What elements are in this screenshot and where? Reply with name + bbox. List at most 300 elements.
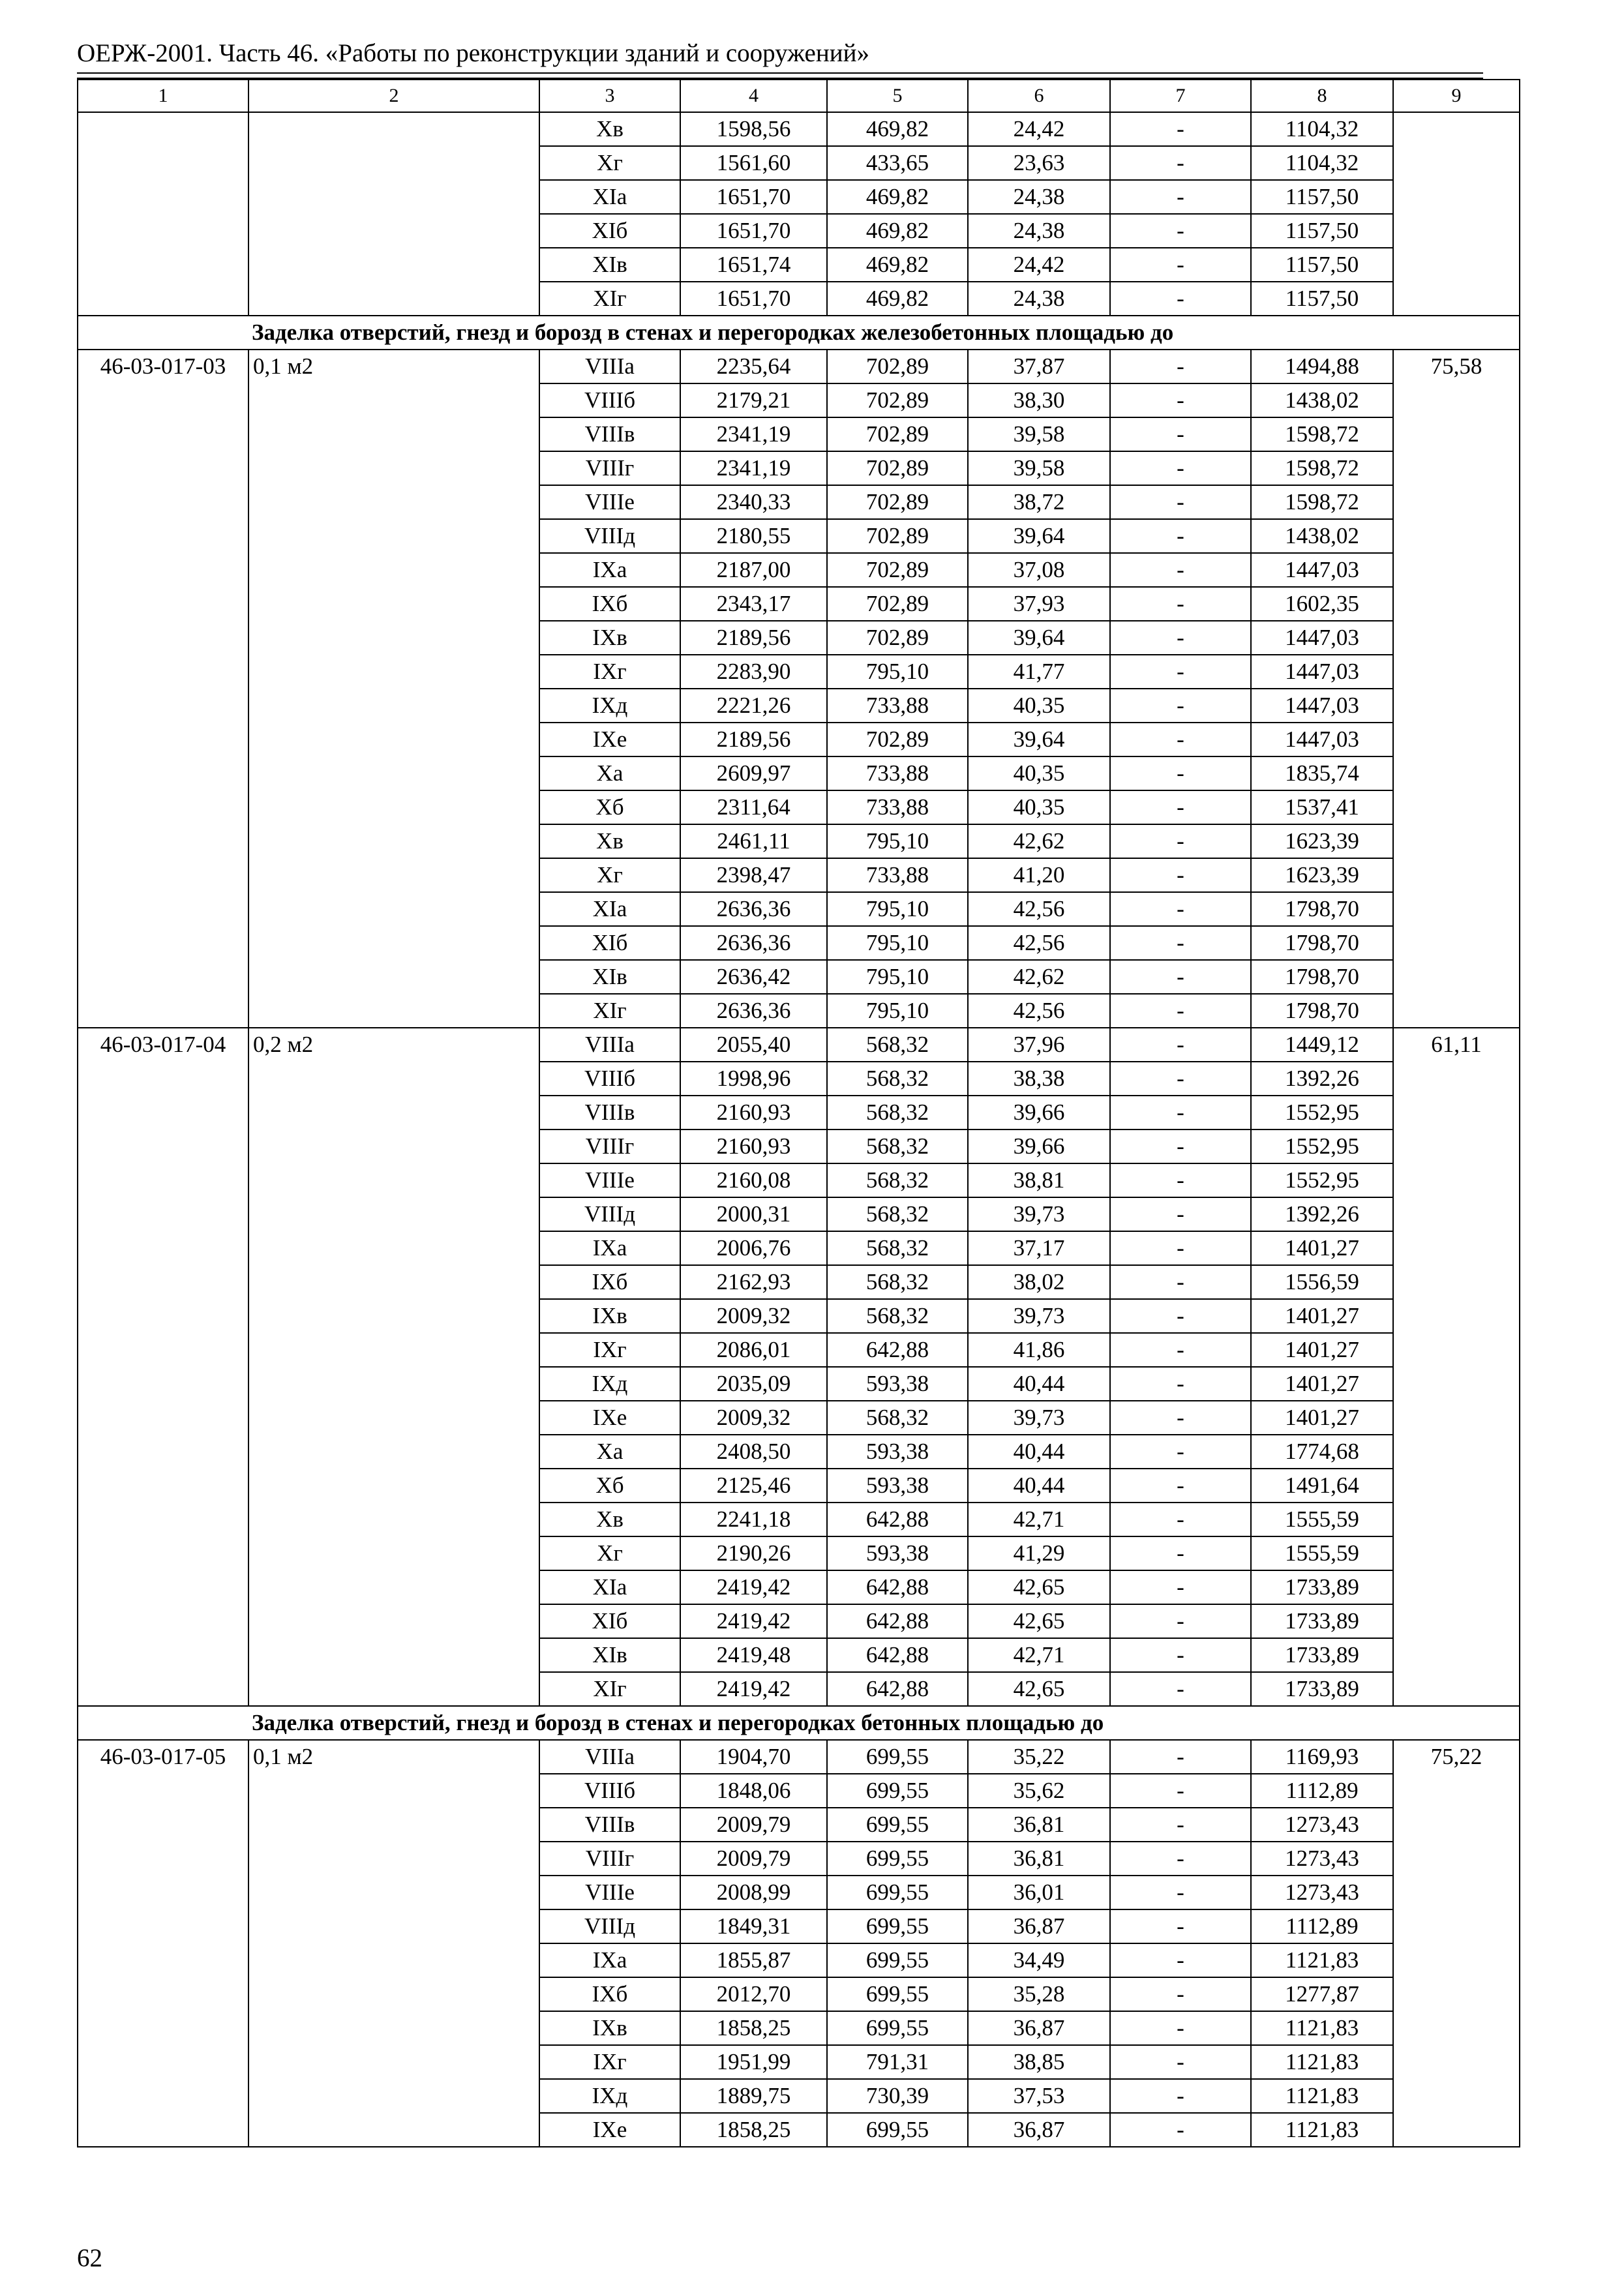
material-cost-cell: 1157,50 [1251, 248, 1393, 282]
driver-cost-cell: - [1110, 350, 1251, 383]
total-cost-cell: 2125,46 [680, 1469, 827, 1503]
zone-cell: VIIIб [539, 1774, 680, 1808]
machine-cost-cell: 36,81 [968, 1808, 1110, 1842]
driver-cost-cell: - [1110, 892, 1251, 926]
machine-cost-cell: 42,71 [968, 1503, 1110, 1536]
driver-cost-cell: - [1110, 1774, 1251, 1808]
machine-cost-cell: 39,66 [968, 1096, 1110, 1130]
total-cost-cell: 1561,60 [680, 146, 827, 180]
material-cost-cell: 1157,50 [1251, 180, 1393, 214]
material-cost-cell: 1449,12 [1251, 1028, 1393, 1062]
material-cost-cell: 1121,83 [1251, 2011, 1393, 2045]
section-heading-row [78, 1706, 1520, 1740]
labor-hours-cell [1393, 112, 1520, 316]
material-cost-cell: 1602,35 [1251, 587, 1393, 621]
zone-cell: XIа [539, 180, 680, 214]
zone-cell: XIв [539, 248, 680, 282]
driver-cost-cell: - [1110, 2113, 1251, 2147]
driver-cost-cell: - [1110, 2079, 1251, 2113]
labor-cost-cell: 795,10 [827, 892, 968, 926]
machine-cost-cell: 41,77 [968, 655, 1110, 689]
driver-cost-cell: - [1110, 790, 1251, 824]
zone-cell: Хг [539, 858, 680, 892]
driver-cost-cell: - [1110, 485, 1251, 519]
driver-cost-cell: - [1110, 1096, 1251, 1130]
machine-cost-cell: 24,38 [968, 180, 1110, 214]
labor-cost-cell: 642,88 [827, 1570, 968, 1604]
material-cost-cell: 1798,70 [1251, 892, 1393, 926]
labor-cost-cell: 702,89 [827, 621, 968, 655]
machine-cost-cell: 39,73 [968, 1197, 1110, 1231]
driver-cost-cell: - [1110, 282, 1251, 316]
labor-cost-cell: 795,10 [827, 655, 968, 689]
material-cost-cell: 1447,03 [1251, 689, 1393, 723]
material-cost-cell: 1392,26 [1251, 1197, 1393, 1231]
labor-cost-cell: 469,82 [827, 112, 968, 146]
labor-cost-cell: 593,38 [827, 1536, 968, 1570]
material-cost-cell: 1623,39 [1251, 858, 1393, 892]
labor-cost-cell: 568,32 [827, 1401, 968, 1435]
machine-cost-cell: 39,64 [968, 621, 1110, 655]
material-cost-cell: 1491,64 [1251, 1469, 1393, 1503]
zone-cell: VIIIг [539, 1130, 680, 1163]
driver-cost-cell: - [1110, 1503, 1251, 1536]
material-cost-cell: 1112,89 [1251, 1909, 1393, 1943]
machine-cost-cell: 40,44 [968, 1469, 1110, 1503]
labor-cost-cell: 795,10 [827, 824, 968, 858]
total-cost-cell: 1951,99 [680, 2045, 827, 2079]
machine-cost-cell: 24,38 [968, 214, 1110, 248]
zone-cell: IXд [539, 2079, 680, 2113]
driver-cost-cell: - [1110, 2011, 1251, 2045]
labor-cost-cell: 593,38 [827, 1435, 968, 1469]
total-cost-cell: 2609,97 [680, 756, 827, 790]
total-cost-cell: 2636,36 [680, 892, 827, 926]
driver-cost-cell: - [1110, 1808, 1251, 1842]
total-cost-cell: 2160,08 [680, 1163, 827, 1197]
zone-cell: IXа [539, 553, 680, 587]
material-cost-cell: 1401,27 [1251, 1333, 1393, 1367]
machine-cost-cell: 40,44 [968, 1367, 1110, 1401]
material-cost-cell: 1273,43 [1251, 1808, 1393, 1842]
total-cost-cell: 2162,93 [680, 1265, 827, 1299]
material-cost-cell: 1112,89 [1251, 1774, 1393, 1808]
total-cost-cell: 2160,93 [680, 1096, 827, 1130]
driver-cost-cell: - [1110, 960, 1251, 994]
section-heading: Заделка отверстий, гнезд и борозд в стенах и перегородках железобетонных площадью до [78, 316, 1520, 350]
material-cost-cell: 1798,70 [1251, 960, 1393, 994]
machine-cost-cell: 36,01 [968, 1876, 1110, 1909]
labor-cost-cell: 568,32 [827, 1197, 968, 1231]
machine-cost-cell: 41,20 [968, 858, 1110, 892]
labor-hours-cell: 61,11 [1393, 1028, 1520, 1706]
column-number: 3 [539, 80, 680, 112]
material-cost-cell: 1552,95 [1251, 1096, 1393, 1130]
material-cost-cell: 1774,68 [1251, 1435, 1393, 1469]
labor-cost-cell: 699,55 [827, 1977, 968, 2011]
labor-cost-cell: 699,55 [827, 1774, 968, 1808]
total-cost-cell: 2341,19 [680, 451, 827, 485]
material-cost-cell: 1273,43 [1251, 1842, 1393, 1876]
material-cost-cell: 1798,70 [1251, 926, 1393, 960]
total-cost-cell: 1848,06 [680, 1774, 827, 1808]
labor-cost-cell: 469,82 [827, 248, 968, 282]
labor-cost-cell: 642,88 [827, 1604, 968, 1638]
total-cost-cell: 2461,11 [680, 824, 827, 858]
labor-cost-cell: 702,89 [827, 350, 968, 383]
material-cost-cell: 1556,59 [1251, 1265, 1393, 1299]
labor-cost-cell: 733,88 [827, 689, 968, 723]
material-cost-cell: 1447,03 [1251, 723, 1393, 756]
driver-cost-cell: - [1110, 180, 1251, 214]
material-cost-cell: 1447,03 [1251, 655, 1393, 689]
labor-cost-cell: 730,39 [827, 2079, 968, 2113]
driver-cost-cell: - [1110, 655, 1251, 689]
zone-cell: IXб [539, 1265, 680, 1299]
unit-cell: 0,1 м2 [248, 1740, 539, 2147]
machine-cost-cell: 38,38 [968, 1062, 1110, 1096]
total-cost-cell: 2008,99 [680, 1876, 827, 1909]
total-cost-cell: 2311,64 [680, 790, 827, 824]
zone-cell: VIIIд [539, 1909, 680, 1943]
total-cost-cell: 2179,21 [680, 383, 827, 417]
machine-cost-cell: 37,93 [968, 587, 1110, 621]
rate-code-cell: 46-03-017-05 [78, 1740, 248, 2147]
driver-cost-cell: - [1110, 1604, 1251, 1638]
total-cost-cell: 1651,70 [680, 282, 827, 316]
driver-cost-cell: - [1110, 1740, 1251, 1774]
driver-cost-cell: - [1110, 112, 1251, 146]
machine-cost-cell: 23,63 [968, 146, 1110, 180]
zone-cell: Хв [539, 824, 680, 858]
labor-cost-cell: 593,38 [827, 1469, 968, 1503]
column-number: 4 [680, 80, 827, 112]
material-cost-cell: 1447,03 [1251, 621, 1393, 655]
total-cost-cell: 2398,47 [680, 858, 827, 892]
driver-cost-cell: - [1110, 1231, 1251, 1265]
machine-cost-cell: 39,64 [968, 723, 1110, 756]
material-cost-cell: 1392,26 [1251, 1062, 1393, 1096]
zone-cell: Хг [539, 146, 680, 180]
total-cost-cell: 2343,17 [680, 587, 827, 621]
total-cost-cell: 2000,31 [680, 1197, 827, 1231]
material-cost-cell: 1555,59 [1251, 1503, 1393, 1536]
labor-cost-cell: 568,32 [827, 1299, 968, 1333]
column-numbers-row [78, 80, 1520, 112]
driver-cost-cell: - [1110, 1672, 1251, 1706]
zone-cell: IXг [539, 1333, 680, 1367]
zone-cell: VIIIе [539, 485, 680, 519]
zone-cell: VIIIе [539, 1876, 680, 1909]
driver-cost-cell: - [1110, 214, 1251, 248]
machine-cost-cell: 37,96 [968, 1028, 1110, 1062]
machine-cost-cell: 42,65 [968, 1604, 1110, 1638]
total-cost-cell: 2419,42 [680, 1604, 827, 1638]
driver-cost-cell: - [1110, 248, 1251, 282]
total-cost-cell: 2241,18 [680, 1503, 827, 1536]
machine-cost-cell: 41,29 [968, 1536, 1110, 1570]
machine-cost-cell: 39,73 [968, 1299, 1110, 1333]
total-cost-cell: 2009,79 [680, 1842, 827, 1876]
total-cost-cell: 2419,42 [680, 1672, 827, 1706]
machine-cost-cell: 36,87 [968, 2113, 1110, 2147]
material-cost-cell: 1401,27 [1251, 1401, 1393, 1435]
total-cost-cell: 2340,33 [680, 485, 827, 519]
driver-cost-cell: - [1110, 621, 1251, 655]
material-cost-cell: 1598,72 [1251, 451, 1393, 485]
machine-cost-cell: 42,56 [968, 926, 1110, 960]
total-cost-cell: 2419,42 [680, 1570, 827, 1604]
driver-cost-cell: - [1110, 994, 1251, 1028]
labor-cost-cell: 702,89 [827, 587, 968, 621]
total-cost-cell: 2636,36 [680, 926, 827, 960]
material-cost-cell: 1401,27 [1251, 1367, 1393, 1401]
material-cost-cell: 1447,03 [1251, 553, 1393, 587]
labor-cost-cell: 702,89 [827, 383, 968, 417]
zone-cell: IXа [539, 1231, 680, 1265]
machine-cost-cell: 38,81 [968, 1163, 1110, 1197]
zone-cell: IXе [539, 2113, 680, 2147]
labor-cost-cell: 469,82 [827, 214, 968, 248]
zone-cell: Хв [539, 112, 680, 146]
machine-cost-cell: 35,22 [968, 1740, 1110, 1774]
labor-cost-cell: 642,88 [827, 1503, 968, 1536]
labor-cost-cell: 642,88 [827, 1638, 968, 1672]
labor-cost-cell: 568,32 [827, 1265, 968, 1299]
labor-cost-cell: 699,55 [827, 2113, 968, 2147]
labor-cost-cell: 733,88 [827, 858, 968, 892]
labor-cost-cell: 699,55 [827, 1842, 968, 1876]
zone-cell: IXб [539, 1977, 680, 2011]
zone-cell: Ха [539, 756, 680, 790]
labor-cost-cell: 642,88 [827, 1672, 968, 1706]
driver-cost-cell: - [1110, 1265, 1251, 1299]
total-cost-cell: 2009,32 [680, 1401, 827, 1435]
zone-cell: IXг [539, 2045, 680, 2079]
column-number: 8 [1251, 80, 1393, 112]
material-cost-cell: 1438,02 [1251, 383, 1393, 417]
driver-cost-cell: - [1110, 519, 1251, 553]
zone-cell: Хб [539, 790, 680, 824]
total-cost-cell: 2341,19 [680, 417, 827, 451]
zone-cell: VIIIв [539, 1808, 680, 1842]
material-cost-cell: 1494,88 [1251, 350, 1393, 383]
machine-cost-cell: 35,28 [968, 1977, 1110, 2011]
zone-cell: XIг [539, 994, 680, 1028]
total-cost-cell: 2012,70 [680, 1977, 827, 2011]
material-cost-cell: 1121,83 [1251, 2045, 1393, 2079]
driver-cost-cell: - [1110, 1570, 1251, 1604]
labor-cost-cell: 433,65 [827, 146, 968, 180]
machine-cost-cell: 37,17 [968, 1231, 1110, 1265]
driver-cost-cell: - [1110, 1367, 1251, 1401]
table-row [78, 1028, 1520, 1062]
labor-cost-cell: 568,32 [827, 1028, 968, 1062]
machine-cost-cell: 39,58 [968, 451, 1110, 485]
labor-cost-cell: 699,55 [827, 1808, 968, 1842]
table-body [78, 80, 1520, 2147]
machine-cost-cell: 42,62 [968, 824, 1110, 858]
driver-cost-cell: - [1110, 1028, 1251, 1062]
labor-cost-cell: 699,55 [827, 2011, 968, 2045]
zone-cell: IXб [539, 587, 680, 621]
column-number: 5 [827, 80, 968, 112]
material-cost-cell: 1835,74 [1251, 756, 1393, 790]
total-cost-cell: 2190,26 [680, 1536, 827, 1570]
total-cost-cell: 2009,32 [680, 1299, 827, 1333]
page-number: 62 [77, 2244, 102, 2272]
total-cost-cell: 2189,56 [680, 723, 827, 756]
driver-cost-cell: - [1110, 587, 1251, 621]
machine-cost-cell: 40,35 [968, 689, 1110, 723]
labor-cost-cell: 568,32 [827, 1163, 968, 1197]
machine-cost-cell: 38,02 [968, 1265, 1110, 1299]
labor-cost-cell: 702,89 [827, 723, 968, 756]
material-cost-cell: 1401,27 [1251, 1299, 1393, 1333]
rate-code-cell: 46-03-017-04 [78, 1028, 248, 1706]
labor-cost-cell: 642,88 [827, 1333, 968, 1367]
total-cost-cell: 2009,79 [680, 1808, 827, 1842]
unit-cell: 0,2 м2 [248, 1028, 539, 1706]
total-cost-cell: 2187,00 [680, 553, 827, 587]
labor-cost-cell: 568,32 [827, 1130, 968, 1163]
labor-cost-cell: 699,55 [827, 1943, 968, 1977]
zone-cell: IXв [539, 621, 680, 655]
machine-cost-cell: 24,42 [968, 112, 1110, 146]
material-cost-cell: 1121,83 [1251, 1943, 1393, 1977]
total-cost-cell: 2160,93 [680, 1130, 827, 1163]
total-cost-cell: 2636,36 [680, 994, 827, 1028]
driver-cost-cell: - [1110, 1536, 1251, 1570]
material-cost-cell: 1798,70 [1251, 994, 1393, 1028]
zone-cell: VIIIд [539, 519, 680, 553]
labor-cost-cell: 699,55 [827, 1876, 968, 1909]
driver-cost-cell: - [1110, 1130, 1251, 1163]
total-cost-cell: 2180,55 [680, 519, 827, 553]
zone-cell: XIг [539, 1672, 680, 1706]
driver-cost-cell: - [1110, 1876, 1251, 1909]
total-cost-cell: 2035,09 [680, 1367, 827, 1401]
total-cost-cell: 2221,26 [680, 689, 827, 723]
driver-cost-cell: - [1110, 824, 1251, 858]
rates-table [77, 79, 1520, 2147]
material-cost-cell: 1623,39 [1251, 824, 1393, 858]
material-cost-cell: 1598,72 [1251, 485, 1393, 519]
machine-cost-cell: 40,44 [968, 1435, 1110, 1469]
machine-cost-cell: 40,35 [968, 790, 1110, 824]
material-cost-cell: 1598,72 [1251, 417, 1393, 451]
table-row [78, 1740, 1520, 1774]
total-cost-cell: 2055,40 [680, 1028, 827, 1062]
material-cost-cell: 1537,41 [1251, 790, 1393, 824]
zone-cell: VIIIе [539, 1163, 680, 1197]
driver-cost-cell: - [1110, 1943, 1251, 1977]
zone-cell: XIв [539, 960, 680, 994]
material-cost-cell: 1552,95 [1251, 1163, 1393, 1197]
total-cost-cell: 1889,75 [680, 2079, 827, 2113]
labor-cost-cell: 702,89 [827, 519, 968, 553]
machine-cost-cell: 42,65 [968, 1570, 1110, 1604]
zone-cell: VIIIа [539, 1028, 680, 1062]
driver-cost-cell: - [1110, 1163, 1251, 1197]
labor-cost-cell: 469,82 [827, 180, 968, 214]
driver-cost-cell: - [1110, 146, 1251, 180]
column-number: 9 [1393, 80, 1520, 112]
driver-cost-cell: - [1110, 926, 1251, 960]
labor-cost-cell: 699,55 [827, 1740, 968, 1774]
material-cost-cell: 1555,59 [1251, 1536, 1393, 1570]
driver-cost-cell: - [1110, 1333, 1251, 1367]
machine-cost-cell: 38,30 [968, 383, 1110, 417]
machine-cost-cell: 34,49 [968, 1943, 1110, 1977]
column-number: 2 [248, 80, 539, 112]
labor-cost-cell: 469,82 [827, 282, 968, 316]
machine-cost-cell: 35,62 [968, 1774, 1110, 1808]
page-header: ОЕРЖ-2001. Часть 46. «Работы по реконструкции зданий и сооружений» [77, 39, 869, 67]
machine-cost-cell: 42,71 [968, 1638, 1110, 1672]
labor-cost-cell: 795,10 [827, 926, 968, 960]
machine-cost-cell: 41,86 [968, 1333, 1110, 1367]
total-cost-cell: 2086,01 [680, 1333, 827, 1367]
driver-cost-cell: - [1110, 1299, 1251, 1333]
zone-cell: XIв [539, 1638, 680, 1672]
machine-cost-cell: 37,08 [968, 553, 1110, 587]
total-cost-cell: 2636,42 [680, 960, 827, 994]
labor-cost-cell: 791,31 [827, 2045, 968, 2079]
driver-cost-cell: - [1110, 756, 1251, 790]
driver-cost-cell: - [1110, 1435, 1251, 1469]
total-cost-cell: 2189,56 [680, 621, 827, 655]
machine-cost-cell: 39,73 [968, 1401, 1110, 1435]
zone-cell: IXв [539, 1299, 680, 1333]
material-cost-cell: 1121,83 [1251, 2113, 1393, 2147]
machine-cost-cell: 40,35 [968, 756, 1110, 790]
driver-cost-cell: - [1110, 451, 1251, 485]
material-cost-cell: 1552,95 [1251, 1130, 1393, 1163]
material-cost-cell: 1401,27 [1251, 1231, 1393, 1265]
unit-cell [248, 112, 539, 316]
driver-cost-cell: - [1110, 1842, 1251, 1876]
labor-cost-cell: 702,89 [827, 485, 968, 519]
zone-cell: VIIIг [539, 451, 680, 485]
zone-cell: VIIIб [539, 383, 680, 417]
machine-cost-cell: 36,81 [968, 1842, 1110, 1876]
table-row [78, 350, 1520, 383]
driver-cost-cell: - [1110, 383, 1251, 417]
total-cost-cell: 2006,76 [680, 1231, 827, 1265]
material-cost-cell: 1157,50 [1251, 214, 1393, 248]
machine-cost-cell: 42,62 [968, 960, 1110, 994]
zone-cell: IXе [539, 723, 680, 756]
material-cost-cell: 1733,89 [1251, 1604, 1393, 1638]
machine-cost-cell: 39,58 [968, 417, 1110, 451]
material-cost-cell: 1121,83 [1251, 2079, 1393, 2113]
zone-cell: VIIIг [539, 1842, 680, 1876]
zone-cell: VIIIв [539, 417, 680, 451]
driver-cost-cell: - [1110, 2045, 1251, 2079]
labor-cost-cell: 702,89 [827, 451, 968, 485]
driver-cost-cell: - [1110, 1401, 1251, 1435]
labor-cost-cell: 593,38 [827, 1367, 968, 1401]
unit-cell: 0,1 м2 [248, 350, 539, 1028]
rate-code-cell [78, 112, 248, 316]
driver-cost-cell: - [1110, 723, 1251, 756]
zone-cell: VIIIб [539, 1062, 680, 1096]
table-row [78, 112, 1520, 146]
labor-cost-cell: 733,88 [827, 756, 968, 790]
total-cost-cell: 2283,90 [680, 655, 827, 689]
labor-cost-cell: 702,89 [827, 553, 968, 587]
